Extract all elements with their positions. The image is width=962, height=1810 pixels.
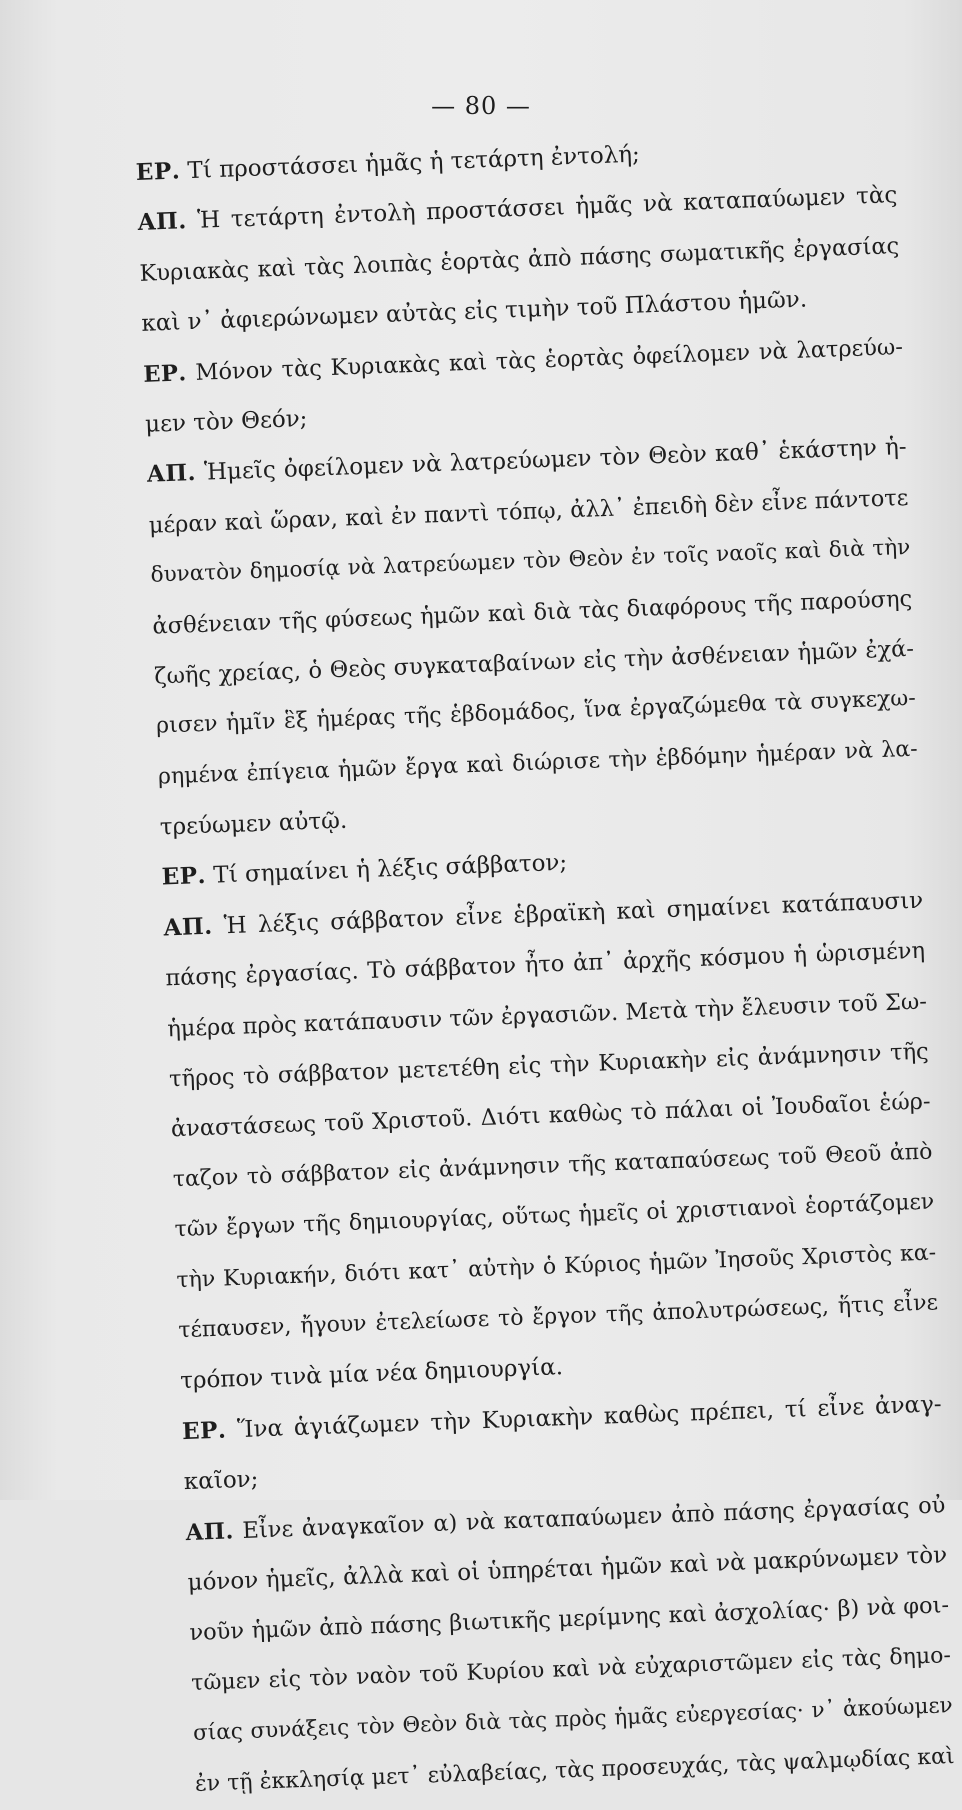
speaker-label: ΕΡ. (135, 157, 181, 186)
line-text: ἀναστάσεως τοῦ Χριστοῦ. Διότι καθὼς τὸ πάλαι οἱ Ἰουδαῖοι ἑώρ- (170, 1088, 931, 1143)
line-text: τῶν ἔργων τῆς δημιουργίας, οὕτως ἡμεῖς οἱ χριστιανοὶ ἑορτάζομεν (174, 1189, 935, 1243)
speaker-label: ΑΠ. (163, 912, 214, 942)
speaker-label: ΑΠ. (185, 1517, 235, 1546)
line-text: ζωῆς χρείας, ὁ Θεὸς συγκαταβαίνων εἰς τὴν ἀσθένειαν ἡμῶν ἐχά- (153, 635, 915, 690)
speaker-label: ΑΠ. (146, 459, 197, 489)
line-text: μεν τὸν Θεόν; (144, 405, 308, 438)
catechism-text (135, 120, 955, 1810)
line-text: πάσης ἐργασίας. Τὸ σάββατον ἦτο ἀπ᾽ ἀρχῆς κόσμου ἡ ὡρισμένη (164, 937, 926, 992)
line-text: τρεύωμεν αὐτῷ. (159, 807, 348, 841)
line-text: Ἡ λέξις σάββατον εἶνε ἑβραϊκὴ καὶ σημαίνει κατάπαυσιν (223, 887, 924, 940)
line-text: ρημένα ἐπίγεια ἡμῶν ἔργα καὶ διώρισε τὴν ἑβδόμην ἡμέραν νὰ λα- (157, 736, 919, 790)
line-text: ἀσθένειαν τῆς φύσεως ἡμῶν καὶ διὰ τὰς διαφόρους τῆς παρούσης (152, 585, 913, 640)
speaker-label: ΑΠ. (137, 207, 188, 237)
line-text: καὶ ν᾽ ἀφιερώνωμεν αὐτὰς εἰς τιμὴν τοῦ Πλάστου ἡμῶν. (140, 286, 808, 338)
page-number: — 80 — (431, 92, 531, 120)
line-text: τῶμεν εἰς τὸν ναὸν τοῦ Κυρίου καὶ νὰ εὐχαριστῶμεν εἰς τὰς δημο- (190, 1642, 952, 1696)
line-text: μέραν καὶ ὥραν, καὶ ἐν παντὶ τόπῳ, ἀλλ᾽ ἐπειδὴ δὲν εἶνε πάντοτε (148, 484, 909, 539)
line-text: τῆρος τὸ σάββατον μετετέθη εἰς τὴν Κυριακὴν εἰς ἀνάμνησιν τῆς (168, 1038, 930, 1093)
speaker-label: ΕΡ. (161, 862, 207, 891)
line-text: ταζον τὸ σάββατον εἰς ἀνάμνησιν τῆς καταπαύσεως τοῦ Θεοῦ ἀπὸ (172, 1139, 933, 1193)
line-text: σίας συνάξεις τὸν Θεὸν διὰ τὰς πρὸς ἡμᾶς εὐεργεσίας· ν᾽ ἀκούωμεν (192, 1693, 954, 1747)
line-text: νοῦν ἡμῶν ἀπὸ πάσης βιωτικῆς μερίμνης καὶ ἀσχολίας· β) νὰ φοι- (188, 1592, 950, 1647)
speaker-label: ΕΡ. (181, 1416, 227, 1445)
line-text: τέπαυσεν, ἤγουν ἐτελείωσε τὸ ἔργον τῆς ἀπολυτρώσεως, ἥτις εἶνε (177, 1290, 939, 1344)
speaker-label: ΕΡ. (142, 359, 188, 388)
line-text: ρισεν ἡμῖν ἓξ ἡμέρας τῆς ἑβδομάδος, ἵνα ἐργαζώμεθα τὰ συγκεχω- (155, 686, 917, 739)
line-text: Ἵνα ἁγιάζωμεν τὴν Κυριακὴν καθὼς πρέπει, τί εἶνε ἀναγ- (236, 1391, 943, 1443)
line-text: Μόνον τὰς Κυριακὰς καὶ τὰς ἑορτὰς ὀφείλομεν νὰ λατρεύω- (194, 333, 904, 386)
line-text: τὴν Κυριακήν, διότι κατ᾽ αὐτὴν ὁ Κύριος ἡμῶν Ἰησοῦς Χριστὸς κα- (176, 1239, 937, 1293)
line-text: Τί σημαίνει ἡ λέξις σάββατον; (212, 850, 568, 890)
line-text: Ἡ τετάρτη ἐντολὴ προστάσσει ἡμᾶς νὰ καταπαύωμεν τὰς (196, 182, 898, 235)
line-text: ἡμέρα πρὸς κατάπαυσιν τῶν ἐργασιῶν. Μετὰ τὴν ἔλευσιν τοῦ Σω- (166, 988, 928, 1043)
line-text: καῖον; (183, 1466, 259, 1496)
line-text: Τί προστάσσει ἡμᾶς ἡ τετάρτη ἐντολή; (187, 141, 641, 185)
line-text: Εἶνε ἀναγκαῖον α) νὰ καταπαύωμεν ἀπὸ πάσης ἐργασίας οὐ (242, 1491, 946, 1544)
line-text: ἐν τῇ ἐκκλησίᾳ μετ᾽ εὐλαβείας, τὰς προσευχάς, τὰς ψαλμῳδίας καὶ (194, 1743, 955, 1797)
line-text: Κυριακὰς καὶ τὰς λοιπὰς ἑορτὰς ἀπὸ πάσης σωματικῆς ἐργασίας (139, 232, 900, 287)
line-text: τρόπον τινὰ μία νέα δημιουργία. (179, 1354, 564, 1395)
line-text: δυνατὸν δημοσίᾳ νὰ λατρεύωμεν τὸν Θεὸν ἐν τοῖς ναοῖς καὶ διὰ τὴν (150, 534, 911, 588)
line-text: Ἡμεῖς ὀφείλομεν νὰ λατρεύωμεν τὸν Θεὸν καθ᾽ ἑκάστην ἡ- (203, 434, 907, 487)
line-text: μόνον ἡμεῖς, ἀλλὰ καὶ οἱ ὑπηρέται ἡμῶν καὶ νὰ μακρύνωμεν τὸν (187, 1542, 948, 1596)
